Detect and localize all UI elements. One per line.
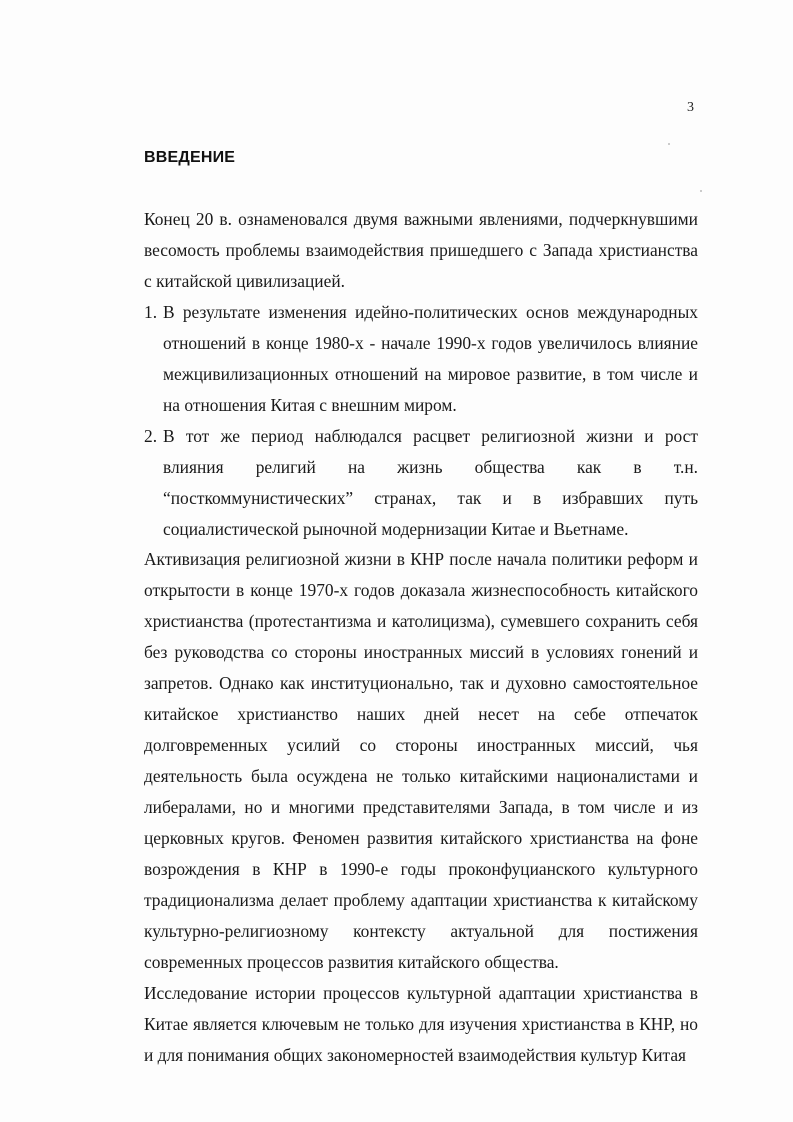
list-item-text: В результате изменения идейно-политических основ международных отношений в конце 1980-х - начале 1990-х годов увеличилось влияние межцивилизационных отношений на мировое развитие, в том числе и на отношения Китая с внешним миром. — [163, 302, 698, 415]
page-number: 3 — [687, 100, 694, 115]
intro-paragraph: Конец 20 в. ознаменовался двумя важными явлениями, подчеркнувшими весомость проблемы взаимодействия пришедшего с Запада христианства с китайской цивилизацией. — [144, 209, 698, 291]
scan-speck — [700, 190, 702, 192]
numbered-list — [144, 297, 698, 545]
body-paragraph: Активизация религиозной жизни в КНР после начала политики реформ и открытости в конце 1970-х годов доказала жизнеспособность китайского христианства (протестантизма и католицизма), сумевшего сохранить себя без руководства со стороны иностранных миссий в условиях гонений и запретов. Однако как институционально, так и духовно самостоятельное китайское христианство наших дней несет на себе отпечаток долговременных усилий со стороны иностранных миссий, чья деятельность была осуждена не только китайскими националистами и либералами, но и многими представителями Запада, в том числе и из церковных кругов. Феномен развития китайского христианства на фоне возрождения в КНР в 1990-е годы проконфуцианского культурного традиционализма делает проблему адаптации христианства к китайскому культурно-религиозному контексту актуальной для постижения современных процессов развития китайского общества. — [144, 549, 698, 972]
section-heading: ВВЕДЕНИЕ — [144, 149, 236, 166]
list-item — [144, 297, 698, 421]
scan-speck — [668, 143, 670, 145]
list-item — [144, 421, 698, 545]
list-item-text: В тот же период наблюдался расцвет религиозной жизни и рост влияния религий на жизнь общества как в т.н. “посткоммунистических” странах, так и в избравших путь социалистической рыночной модернизации Китае и Вьетнаме. — [163, 426, 698, 539]
list-item-number: 2. — [144, 426, 158, 446]
body-paragraph: Исследование истории процессов культурной адаптации христианства в Китае является ключевым не только для изучения христианства в КНР, но и для понимания общих закономерностей взаимодействия культур Китая — [144, 983, 698, 1065]
list-item-number: 1. — [144, 302, 158, 322]
